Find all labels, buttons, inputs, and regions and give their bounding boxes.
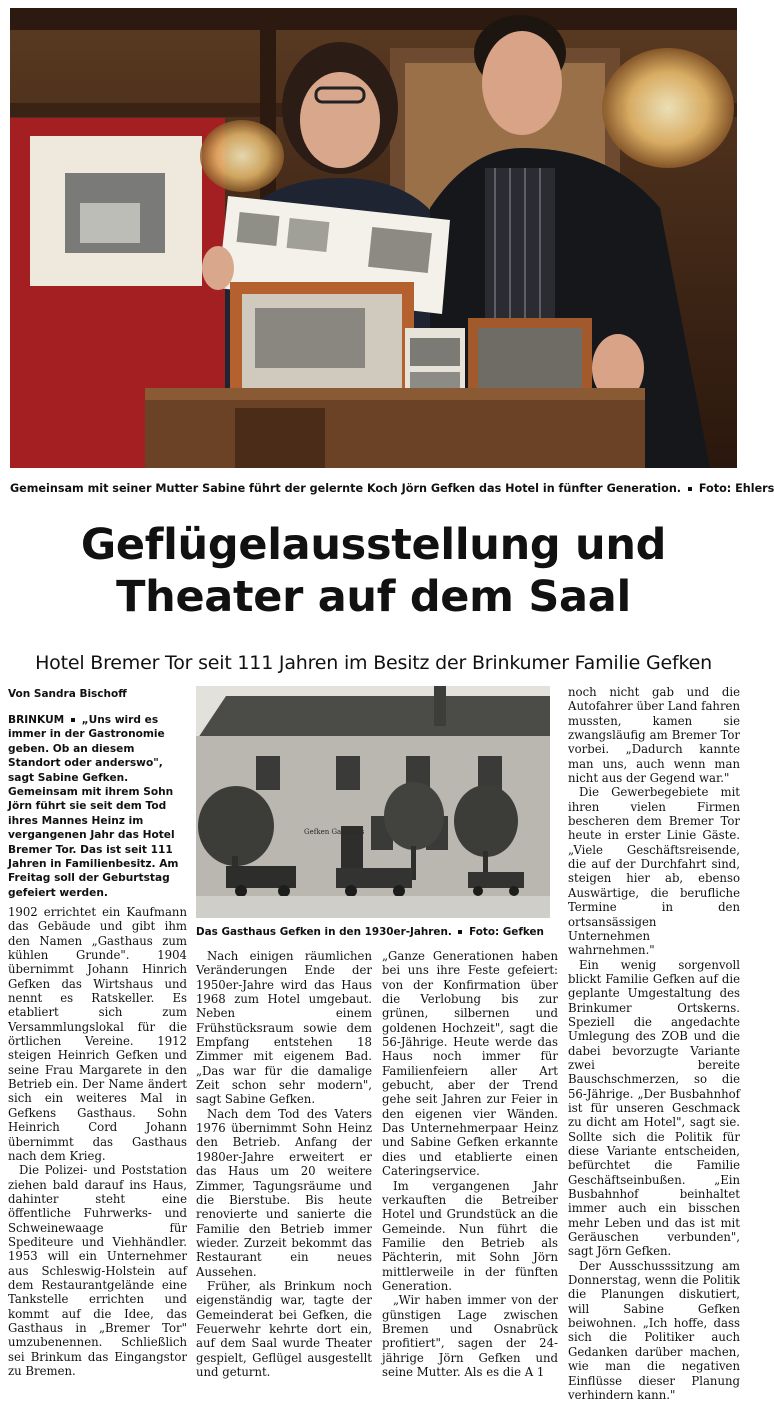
column-4 [568,685,740,1402]
separator-dot [458,930,462,934]
paragraph: „Ganze Generationen haben bei uns ihre Feste gefeiert: von der Konfirmation über die Verlobung bis zur grünen, silbernen und goldenen Hochzeit", sagt die 56-Jährige. Heute werde das Haus noch immer für Familienfeiern aller Art gebucht, aber der Trend gehe seit Jahren zur Feier in den eigenen vier Wänden. Das Unternehmerpaar Heinz und Sabine Gefken erkannte dies und etablierte einen Cateringservice. [382,949,558,1179]
paragraph: Die Gewerbegebiete mit ihren vielen Firmen bescheren dem Bremer Tor heute in erster Linie Gäste. „Viele Geschäftsreisende, die auf der Durchfahrt sind, steigen hier ab, ebenso Auswärtige, die berufliche Termine in den ortsansässigen Unternehmen wahrnehmen." [568,785,740,958]
main-caption-credit: Foto: Ehlers [698,482,774,495]
paragraph: Nach dem Tod des Vaters 1976 übernimmt Sohn Heinz den Betrieb. Anfang der 1980er-Jahre erweitert er das Haus um 20 weitere Zimmer, Tagungsräume und die Bierstube. Bis heute renovierte und sanierte die Familie den Betrieb immer wieder. Zurzeit bekommt das Restaurant ein neues Aussehen. [196,1106,372,1279]
lead-paragraph [8,713,187,900]
main-photo [10,8,737,468]
paragraph: noch nicht gab und die Autofahrer über Land fahren mussten, kamen sie zwangsläufig am Bremer Tor vorbei. „Dadurch kannte man uns, auch wenn man nicht aus der Gegend war." [568,685,740,786]
headline [10,519,737,623]
gasthaus-sign: Gefken Gasthaus [304,828,365,836]
gasthaus-caption-credit: Foto: Gefken [469,926,544,938]
headline-line-1: Geflügelausstellung und [80,520,667,570]
subheadline: Hotel Bremer Tor seit 111 Jahren im Besitz der Brinkumer Familie Gefken [35,652,712,674]
main-photo-caption [10,482,774,495]
paragraph: Früher, als Brinkum noch eigenständig war, tagte der Gemeinderat bei Gefken, die Feuerwehr kehrte dort ein, auf dem Saal wurde Theater gespielt, Geflügel ausgestellt und geturnt. [196,1278,372,1379]
headline-line-2: Theater auf dem Saal [116,572,631,622]
paragraph: Ein wenig sorgenvoll blickt Familie Gefken auf die geplante Umgestaltung des Brinkumer Ortskerns. Speziell die angedachte Umlegung des ZOB und die dabei bevorzugte Variante zwei bereite Bauschschmerzen, so die 56-Jährige. „Der Busbahnhof ist für unseren Geschmack zu dicht am Hotel", sagt sie. Sollte sich die Politik für diese Variante entscheiden, befürchtet die Familie Geschäftseinbußen. „Ein Busbahnhof beinhaltet immer auch ein bisschen mehr Leben und das ist mit Geräuschen verbunden", sagt Jörn Gefken. [568,957,740,1259]
paragraph: Nach einigen räumlichen Veränderungen Ende der 1950er-Jahre wird das Haus 1968 zum Hotel umgebaut. Neben einem Frühstücksraum sowie dem Empfang entstehen 18 Zimmer mit eigenem Bad. „Das war für die damalige Zeit schon sehr modern", sagt Sabine Gefken. [196,949,372,1107]
lead-place: BRINKUM [8,714,65,726]
gasthaus-caption-text: Das Gasthaus Gefken in den 1930er-Jahren. [196,926,452,938]
gasthaus-photo [196,686,550,918]
gasthaus-photo-caption [196,926,556,938]
paragraph: Im vergangenen Jahr verkauften die Betreiber Hotel und Grundstück an die Gemeinde. Nun führt die Familie den Betrieb als Pächterin, mit Sohn Jörn mittlerweile in der fünften Generation. [382,1178,558,1293]
paragraph: Die Polizei- und Poststation ziehen bald darauf ins Haus, dahinter steht eine öffentliche Fuhrwerks- und Schweinewaage für Spediteure und Viehhändler. 1953 will ein Unternehmer aus Schleswig-Holstein auf dem Restaurantgelände eine Tankstelle errichten und kommt auf die Idee, das Gasthaus in „Bremer Tor" umzubenennen. Schließlich sei Brinkum das Eingangstor zu Bremen. [8,1163,187,1378]
paragraph: „Wir haben immer von der günstigen Lage zwischen Bremen und Osnabrück profitiert", sagen der 24-jährige Jörn Gefken und seine Mutter. Als es die A 1 [382,1293,558,1379]
byline: Von Sandra Bischoff [8,688,127,700]
separator-dot [688,487,692,491]
column-2 [196,949,372,1379]
separator-dot [71,718,75,722]
paragraph: Der Ausschusssitzung am Donnerstag, wenn die Politik die Planungen diskutiert, will Sabine Gefken beiwohnen. „Ich hoffe, dass sich die Politiker auch Gedanken darüber machen, wie man die negativen Einflüsse dieser Planung verhindern kann." [568,1258,740,1402]
column-1 [8,905,187,1378]
main-caption-text: Gemeinsam mit seiner Mutter Sabine führt der gelernte Koch Jörn Gefken das Hotel in fünfter Generation. [10,482,682,495]
paragraph: 1902 errichtet ein Kaufmann das Gebäude und gibt ihm den Namen „Gasthaus zum kühlen Grunde". 1904 übernimmt Johann Hinrich Gefken das Wirtshaus und nennt es Ratskeller. Es etabliert sich zum Versammlungslokal für die örtlichen Vereine. 1912 steigen Heinrich Gefken und seine Frau Margarete in den Betrieb ein. Der Name ändert sich ein weiteres Mal in Gefkens Gasthaus. Sohn Heinrich Cord Johann übernimmt das Gasthaus nach dem Krieg. [8,905,187,1163]
column-3 [382,949,558,1379]
lead-text: „Uns wird es immer in der Gastronomie geben. Ob an diesem Standort oder anderswo", sagt Sabine Gefken. Gemeinsam mit ihrem Sohn Jörn führt sie seit dem Tod ihres Mannes Heinz im vergangenen Jahr das Hotel Bremer Tor. Das ist seit 111 Jahren in Familienbesitz. Am Freitag soll der Geburtstag gefeiert werden. [8,714,179,899]
